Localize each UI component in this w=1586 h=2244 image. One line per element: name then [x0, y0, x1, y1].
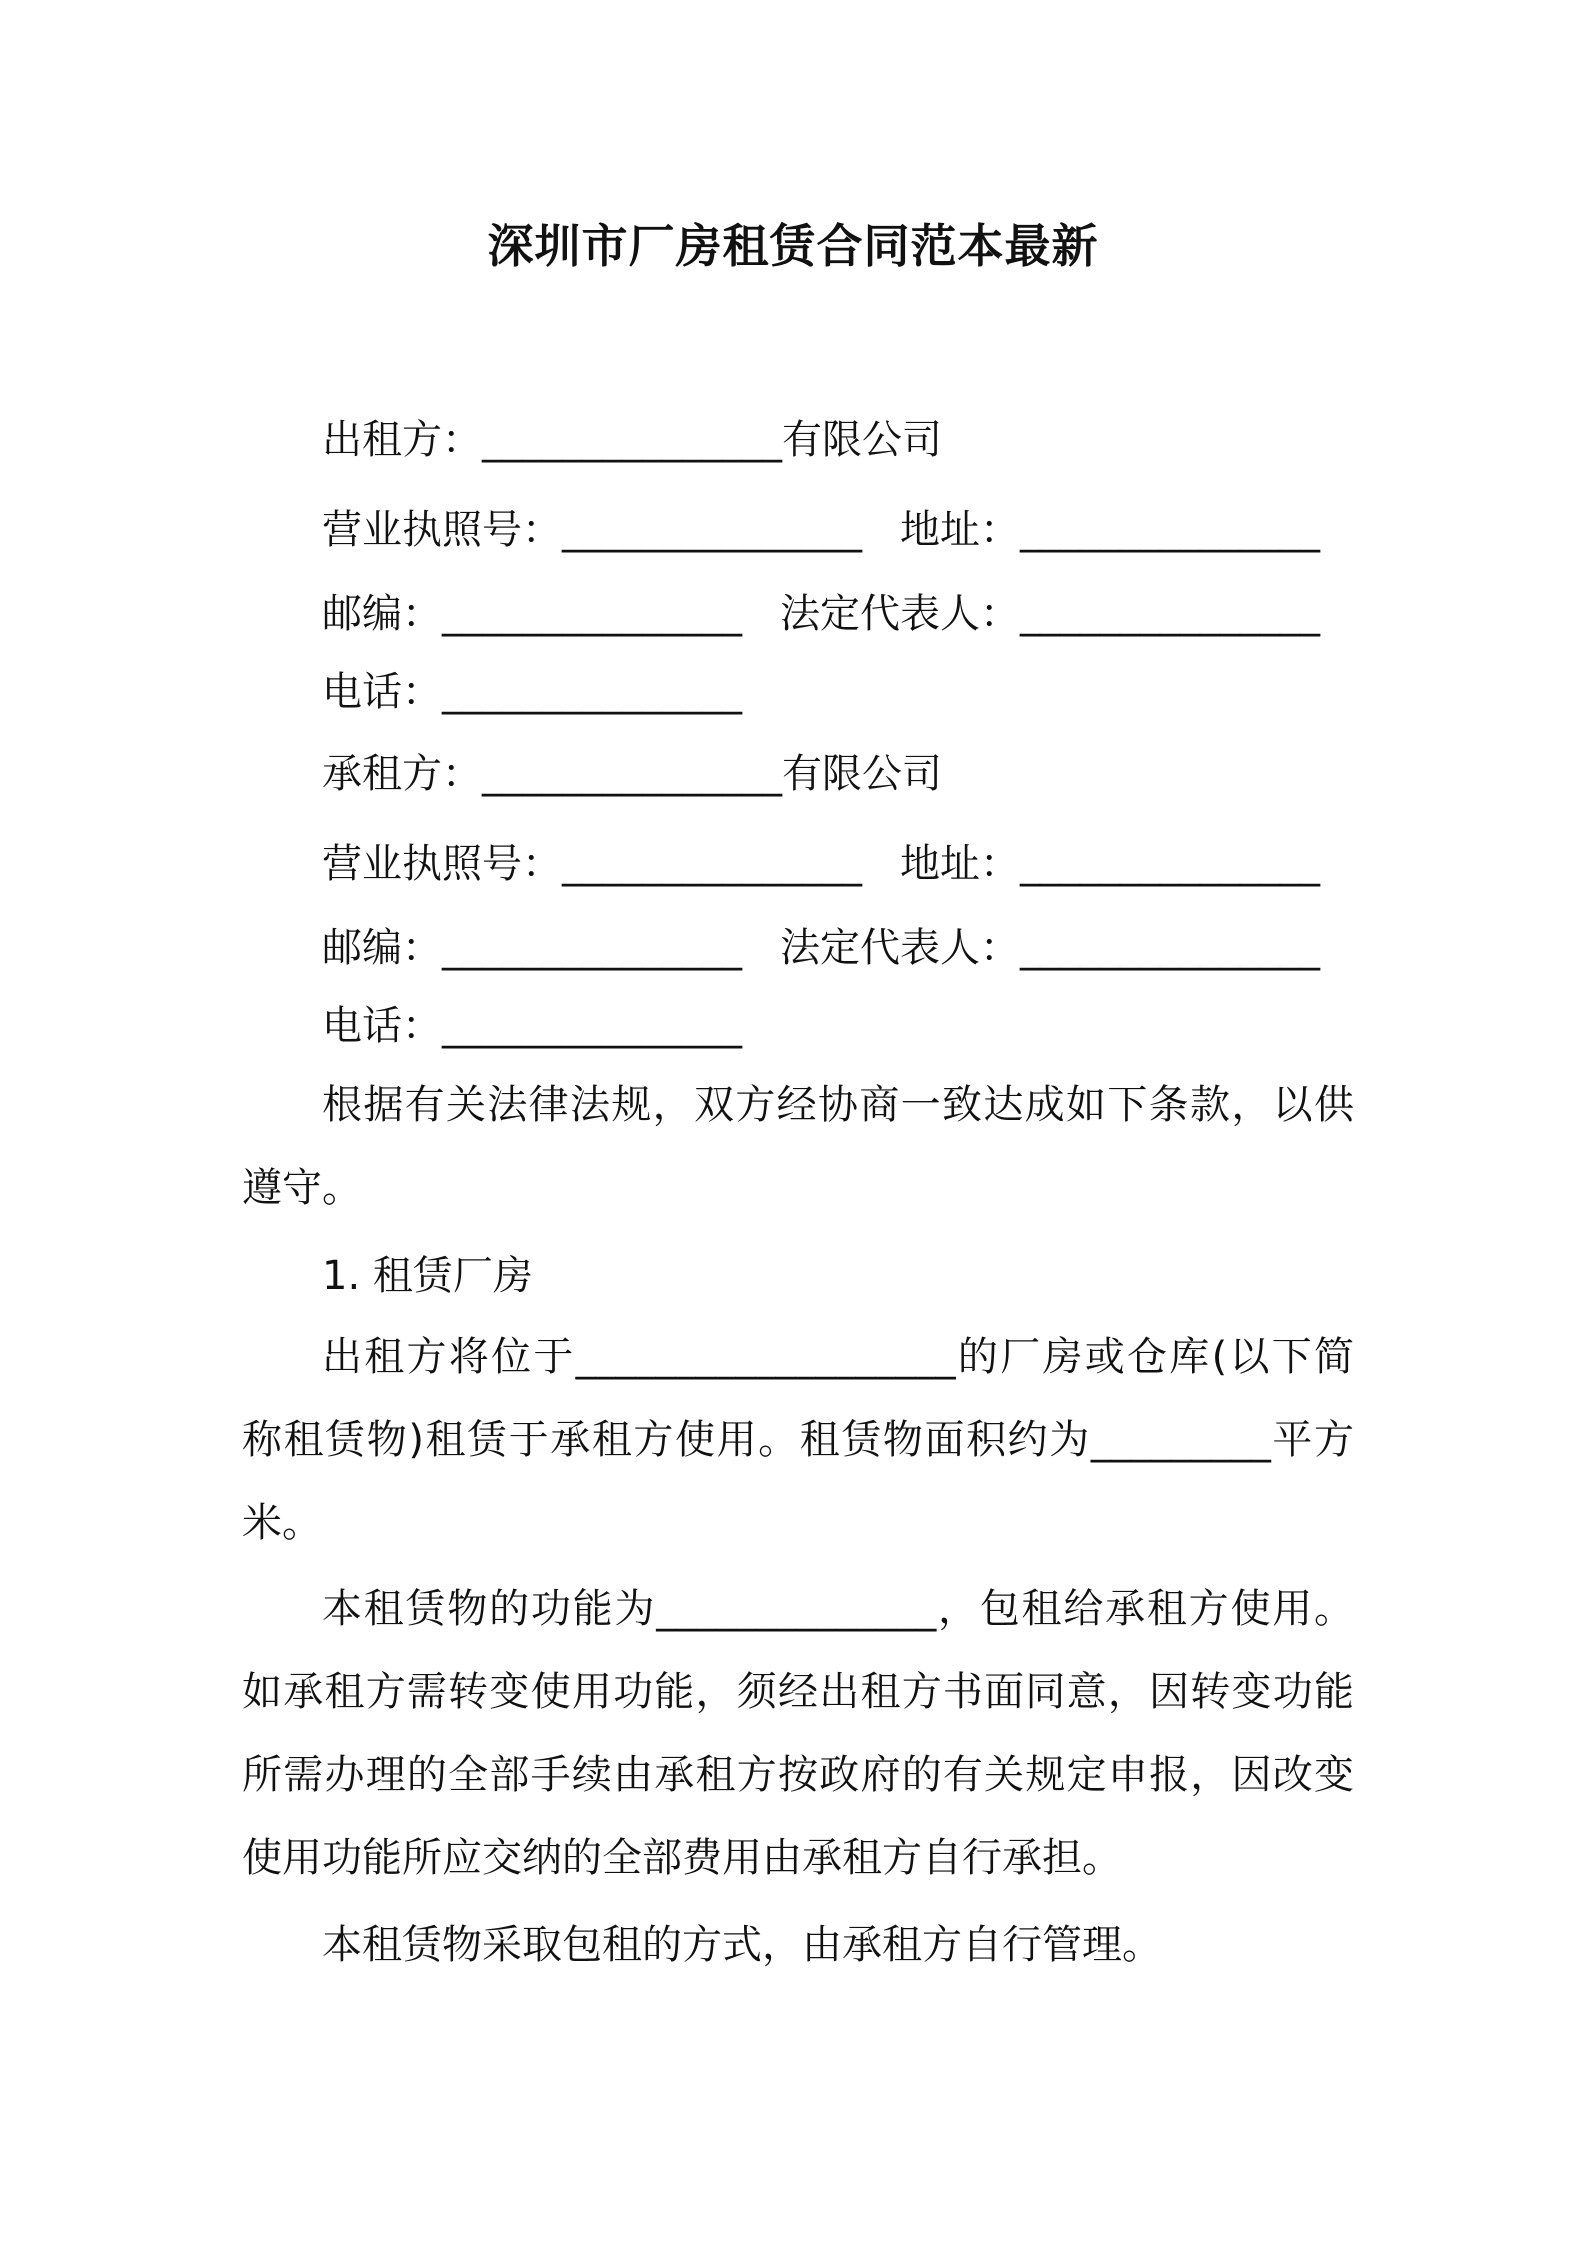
lessee-legal-rep-line: 法定代表人：_______________	[780, 925, 1320, 971]
lessee-address-line: 地址：_______________	[900, 841, 1320, 887]
section-1-heading: 1. 租赁厂房	[322, 1253, 533, 1299]
document-title: 深圳市厂房租赁合同范本最新	[487, 219, 1099, 273]
section-1-paragraph-2: 本租赁物的功能为______________，包租给承租方使用。如承租方需转变使用功能，须经出租方书面同意，因转变功能所需办理的全部手续由承租方按政府的有关规定申报，因改变使用功能所应交纳的全部费用由承租方自行承担。	[242, 1586, 1354, 1881]
lessor-name-line: 出租方：_______________有限公司	[322, 417, 942, 463]
lessee-phone-line: 电话：_______________	[322, 1003, 742, 1049]
lessee-postcode-line: 邮编：_______________	[322, 925, 742, 971]
lessor-license-line: 营业执照号：_______________	[322, 507, 862, 553]
lessee-name-line: 承租方：_______________有限公司	[322, 751, 942, 797]
preamble-paragraph: 根据有关法律法规，双方经协商一致达成如下条款，以供遵守。	[242, 1082, 1354, 1211]
lessor-postcode-line: 邮编：_______________	[322, 591, 742, 637]
lessor-phone-line: 电话：_______________	[322, 669, 742, 715]
section-1-paragraph-3: 本租赁物采取包租的方式，由承租方自行管理。	[322, 1922, 1162, 1968]
lessor-legal-rep-line: 法定代表人：_______________	[780, 591, 1320, 637]
lessee-license-line: 营业执照号：_______________	[322, 841, 862, 887]
lessor-address-line: 地址：_______________	[900, 507, 1320, 553]
section-1-paragraph-1: 出租方将位于___________________的厂房或仓库(以下简称租赁物)租赁于承租方使用。租赁物面积约为_________平方米。	[242, 1334, 1354, 1546]
